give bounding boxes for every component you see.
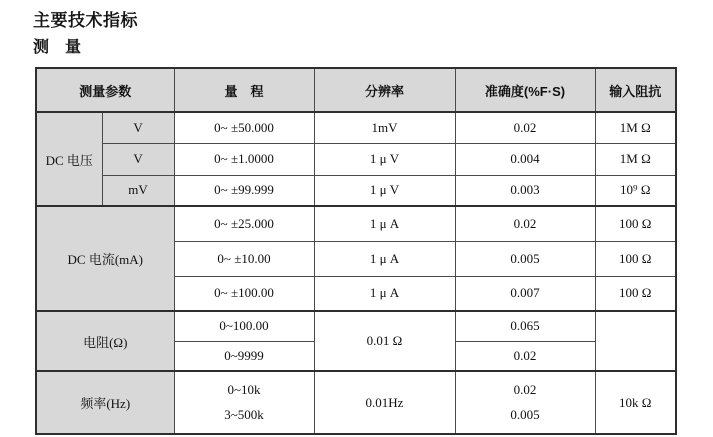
cell-dcv-2-impedance: 1M Ω xyxy=(595,143,676,175)
cell-dci-3-impedance: 100 Ω xyxy=(595,276,676,311)
cell-res-1-range: 0~100.00 xyxy=(174,311,314,341)
cell-dcv-3-accuracy: 0.003 xyxy=(455,175,595,206)
freq-range-line1: 0~10k xyxy=(227,381,261,397)
header-range: 量 程 xyxy=(174,68,314,112)
table-row xyxy=(36,311,676,341)
cell-dci-2-impedance: 100 Ω xyxy=(595,241,676,276)
cell-dci-3-range: 0~ ±100.00 xyxy=(174,276,314,311)
cell-res-2-range: 0~9999 xyxy=(174,341,314,371)
cell-res-impedance xyxy=(595,311,676,371)
cell-dcv-3-resolution: 1 μ V xyxy=(314,175,455,206)
cell-dci-1-impedance: 100 Ω xyxy=(595,206,676,241)
table-row xyxy=(36,175,676,206)
cell-dcv-2-resolution: 1 μ V xyxy=(314,143,455,175)
cell-dcv-1-impedance: 1M Ω xyxy=(595,112,676,143)
cell-dcv-1-resolution: 1mV xyxy=(314,112,455,143)
cell-dci-2-accuracy: 0.005 xyxy=(455,241,595,276)
cell-dci-2-range: 0~ ±10.00 xyxy=(174,241,314,276)
section-title: 测 量 xyxy=(33,39,82,56)
header-impedance: 输入阻抗 xyxy=(595,68,676,112)
cell-res-2-accuracy: 0.02 xyxy=(455,341,595,371)
header-row xyxy=(36,68,676,112)
cell-dci-2-resolution: 1 μ A xyxy=(314,241,455,276)
cell-res-label: 电阻(Ω) xyxy=(36,311,174,371)
table-row xyxy=(36,371,676,434)
cell-dcv-3-unit: mV xyxy=(102,175,174,206)
cell-dci-1-range: 0~ ±25.000 xyxy=(174,206,314,241)
freq-accuracy-line2: 0.005 xyxy=(510,407,540,423)
header-param: 测量参数 xyxy=(36,68,174,112)
spec-table xyxy=(35,67,677,435)
cell-dci-3-resolution: 1 μ A xyxy=(314,276,455,311)
cell-freq-range xyxy=(174,371,314,434)
header-resolution: 分辨率 xyxy=(314,68,455,112)
cell-dcv-1-range: 0~ ±50.000 xyxy=(174,112,314,143)
table-row xyxy=(36,206,676,241)
freq-accuracy-line1: 0.02 xyxy=(513,381,537,397)
cell-dcv-3-range: 0~ ±99.999 xyxy=(174,175,314,206)
cell-dci-1-accuracy: 0.02 xyxy=(455,206,595,241)
cell-dcv-2-accuracy: 0.004 xyxy=(455,143,595,175)
freq-range-line2: 3~500k xyxy=(224,407,264,423)
cell-dcv-2-unit: V xyxy=(102,143,174,175)
cell-dci-3-accuracy: 0.007 xyxy=(455,276,595,311)
cell-dcv-label: DC 电压 xyxy=(36,112,102,206)
table-row xyxy=(36,112,676,143)
cell-dci-1-resolution: 1 μ A xyxy=(314,206,455,241)
cell-freq-label: 频率(Hz) xyxy=(36,371,174,434)
page-title: 主要技术指标 xyxy=(33,11,138,30)
cell-dcv-3-impedance: 10⁹ Ω xyxy=(595,175,676,206)
cell-dcv-2-range: 0~ ±1.0000 xyxy=(174,143,314,175)
cell-res-resolution: 0.01 Ω xyxy=(314,311,455,371)
cell-dci-label: DC 电流(mA) xyxy=(36,206,174,311)
cell-freq-accuracy xyxy=(455,371,595,434)
table-row xyxy=(36,143,676,175)
cell-dcv-1-unit: V xyxy=(102,112,174,143)
cell-freq-impedance: 10k Ω xyxy=(595,371,676,434)
cell-dcv-1-accuracy: 0.02 xyxy=(455,112,595,143)
header-accuracy: 准确度(%F·S) xyxy=(455,68,595,112)
cell-freq-resolution: 0.01Hz xyxy=(314,371,455,434)
cell-res-1-accuracy: 0.065 xyxy=(455,311,595,341)
